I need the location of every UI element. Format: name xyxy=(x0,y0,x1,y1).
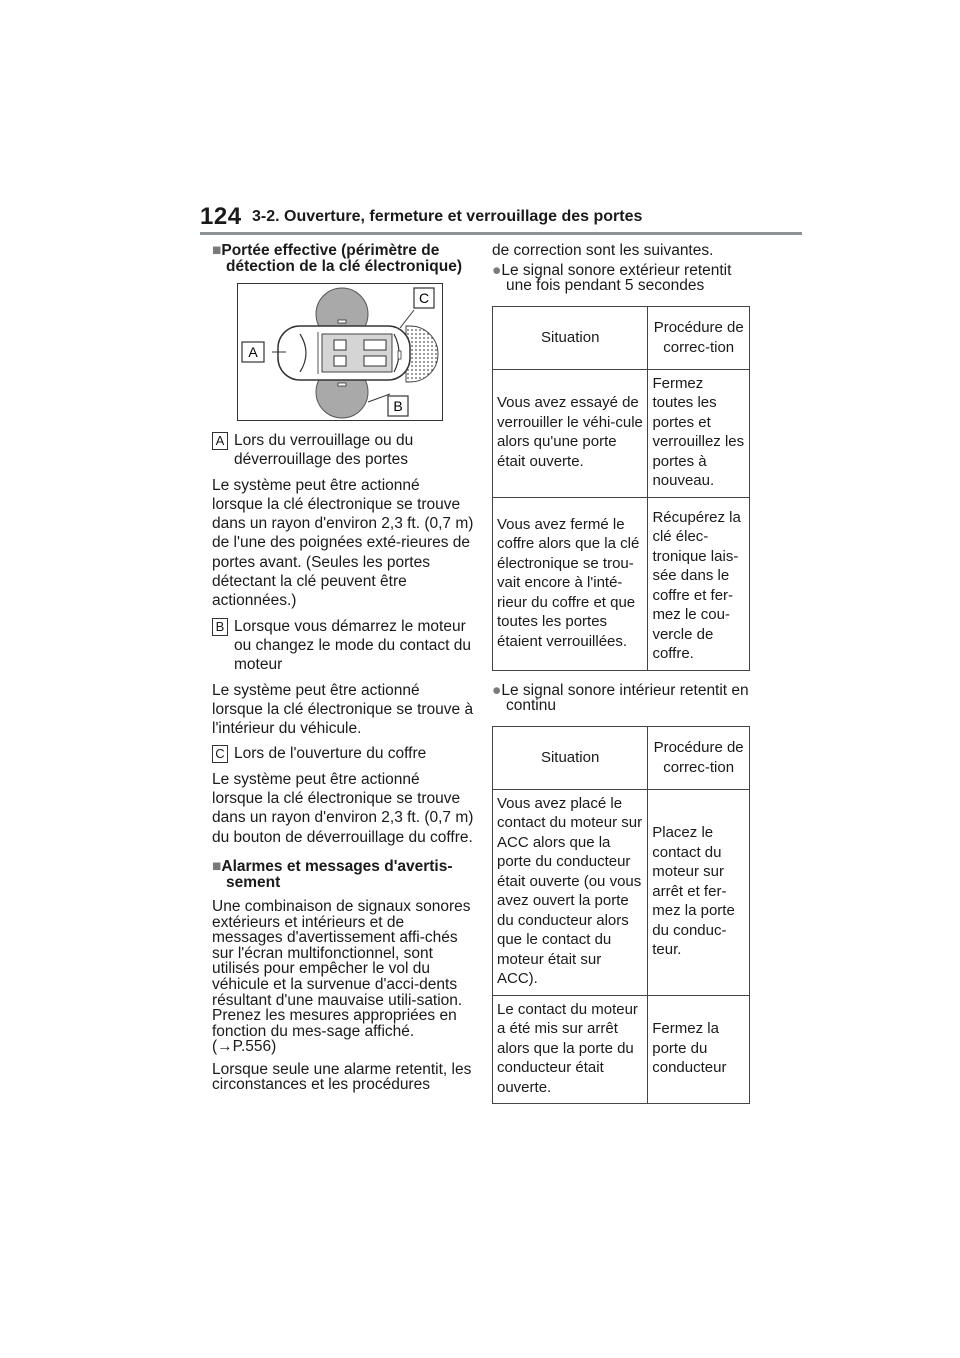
alarms-paragraph: Une combinaison de signaux sonores extérieurs et intérieurs et de messages d'avertissement affi-chés sur l'écran multifonctionnel, sont utilisés pour empêcher le vol du véhicule et la survenue d'acci-dents résultant d'une mauvaise utili-sation. Prenez les mesures appropriées en fonction du mes-sage affiché. (→P.556) xyxy=(212,897,471,1056)
item-a xyxy=(212,431,474,470)
circle-bullet-icon: ● xyxy=(492,261,502,279)
item-b-text: Le système peut être actionné lorsque la clé électronique se trouve à l'intérieur du véhicule. xyxy=(212,681,474,738)
table-row: Vous avez fermé le coffre alors que la clé électronique se trou-vait encore à l'inté-rieur du coffre et que toutes les portes étaient verrouillées. Récupérez la clé élec-tronique lais-sée dans le coffre et fer-mez le cou-vercle de coffre. xyxy=(493,497,750,670)
figure-label-a: A xyxy=(248,344,258,360)
table-row: Vous avez essayé de verrouiller le véhi-cule alors qu'une porte était ouverte. Fermez toutes les portes et verrouillez les portes à nouveau. xyxy=(493,369,750,497)
table-exterior-buzzer xyxy=(492,306,750,671)
item-b xyxy=(212,617,474,675)
table-row: Vous avez placé le contact du moteur sur ACC alors que la porte du conducteur était ouverte (ou vous avez ouvert la porte du conducteur alors que le contact du moteur était sur ACC). Placez le contact du moteur sur arrêt et fer-mez la porte du conduc-teur. xyxy=(493,789,750,995)
table-interior-buzzer xyxy=(492,726,750,1105)
table-header-procedure: Procédure de correc-tion xyxy=(648,726,750,789)
table-row: Le contact du moteur a été mis sur arrêt alors que la porte du conducteur était ouverte. Fermez la porte du conducteur xyxy=(493,995,750,1104)
square-bullet-icon: ■ xyxy=(212,242,222,259)
letter-box-c: C xyxy=(212,745,228,763)
table-header-situation: Situation xyxy=(493,726,648,789)
detection-range-figure xyxy=(237,283,443,421)
car-top-view-illustration xyxy=(238,284,444,422)
table-header-situation: Situation xyxy=(493,306,648,369)
figure-label-b: B xyxy=(393,398,403,414)
page-number: 124 xyxy=(200,203,242,230)
alarms-paragraph-2: Lorsque seule une alarme retentit, les circonstances et les procédures xyxy=(212,1060,472,1094)
section-heading-range: ■Portée effective (périmètre de détection de la clé électronique) xyxy=(212,242,463,275)
item-c xyxy=(212,744,474,763)
item-a-text: Le système peut être actionné lorsque la clé électronique se trouve dans un rayon d'environ 2,3 ft. (0,7 m) de l'une des poignées exté-rieures de portes avant. (Seules les portes détectant la clé peuvent être actionnées.) xyxy=(212,476,474,610)
item-c-title: Lors de l'ouverture du coffre xyxy=(234,745,427,763)
chapter-title: 3-2. Ouverture, fermeture et verrouillage des portes xyxy=(252,208,643,225)
table-header-procedure: Procédure de correc-tion xyxy=(648,306,750,369)
figure-label-c: C xyxy=(418,290,430,306)
item-b-title: Lorsque vous démarrez le moteur ou changez le mode du contact du moteur xyxy=(234,617,471,674)
continued-text: de correction sont les suivantes. xyxy=(492,242,714,259)
section-heading-alarms: ■Alarmes et messages d'avertis-sement xyxy=(212,857,453,891)
square-bullet-icon: ■ xyxy=(212,857,222,875)
header-rule xyxy=(200,232,802,235)
circle-bullet-icon: ● xyxy=(492,681,502,699)
letter-box-b: B xyxy=(212,618,228,636)
item-c-text: Le système peut être actionné lorsque la clé électronique se trouve dans un rayon d'environ 2,3 ft. (0,7 m) du bouton de déverrouillage du coffre. xyxy=(212,770,474,846)
letter-box-a: A xyxy=(212,432,228,450)
zone-c-dotted xyxy=(406,326,438,382)
item-a-title: Lors du verrouillage ou du déverrouillage des portes xyxy=(234,432,414,469)
left-column xyxy=(212,243,474,1100)
bullet-exterior-buzzer: ●Le signal sonore extérieur retentit une fois pendant 5 secondes xyxy=(492,261,732,295)
bullet-interior-buzzer: ●Le signal sonore intérieur retentit en continu xyxy=(492,681,749,715)
right-column xyxy=(492,243,754,1116)
